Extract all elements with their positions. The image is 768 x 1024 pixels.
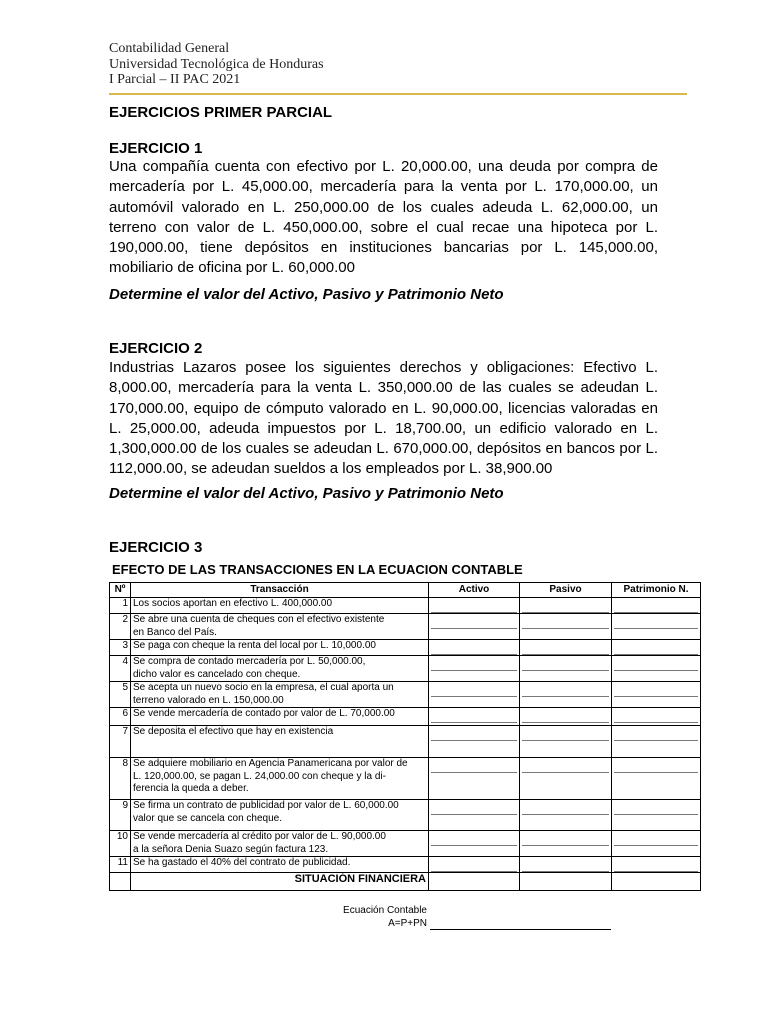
row-transaction xyxy=(131,682,429,708)
answer-line xyxy=(522,598,609,613)
table-row xyxy=(110,598,701,614)
cell-pasivo[interactable] xyxy=(520,614,612,640)
row-number: 11 xyxy=(110,857,131,873)
situacion-financiera-label: SITUACIÓN FINANCIERA xyxy=(131,873,429,891)
cell-patrimonio[interactable] xyxy=(612,640,701,656)
header-text xyxy=(109,41,324,88)
answer-line xyxy=(431,614,517,629)
table-title: EFECTO DE LAS TRANSACCIONES EN LA ECUACION CONTABLE xyxy=(112,562,523,577)
cell-activo[interactable] xyxy=(429,614,520,640)
table-row xyxy=(110,758,701,800)
equation-formula: A=P+PN xyxy=(388,917,427,929)
equation-answer-line[interactable] xyxy=(430,929,611,930)
cell-patrimonio[interactable] xyxy=(612,614,701,640)
table-row xyxy=(110,656,701,682)
table-row xyxy=(110,857,701,873)
transaction-line: Se vende mercadería al crédito por valor de L. 90,000.00 xyxy=(133,831,386,842)
answer-line xyxy=(522,614,609,629)
exercise1-question: Determine el valor del Activo, Pasivo y Patrimonio Neto xyxy=(109,286,504,303)
transaction-line: en Banco del País. xyxy=(133,626,217,638)
row-number: 4 xyxy=(110,656,131,682)
row-number: 1 xyxy=(110,598,131,614)
cell-patrimonio[interactable] xyxy=(612,726,701,758)
col-header-transaction: Transacción xyxy=(131,583,429,598)
cell-pasivo[interactable] xyxy=(520,800,612,831)
answer-line xyxy=(614,726,698,741)
answer-line xyxy=(431,857,517,872)
transaction-line: Se firma un contrato de publicidad por valor de L. 60,000.00 xyxy=(133,800,399,811)
answer-line xyxy=(522,708,609,723)
transaction-line: Se deposita el efectivo que hay en existencia xyxy=(133,726,334,737)
answer-line xyxy=(522,726,609,741)
transaction-line: a la señora Denia Suazo según factura 123. xyxy=(133,843,329,855)
table-row xyxy=(110,614,701,640)
course-name: Contabilidad General xyxy=(109,41,230,56)
exercise1-heading: EJERCICIO 1 xyxy=(109,140,203,157)
cell-pasivo[interactable] xyxy=(520,831,612,857)
answer-line xyxy=(614,831,698,846)
exercise1-text: Una compañía cuenta con efectivo por L. 20,000.00, una deuda por compra de mercadería por L. 45,000.00, mercadería para la venta por L. 170,000.00, un automóvil valorado en L. 250,000.00 de los cuales adeuda L. 62,000.00, un terreno con valor de L. 450,000.00, sobre el cual recae una hipoteca por L. 190,000.00, tiene depósitos en instituciones bancarias por L. 145,000.00, mobiliario de oficina por L. 60,000.00 xyxy=(109,158,658,277)
cell-activo[interactable] xyxy=(429,758,520,800)
transaction-line: Se acepta un nuevo socio en la empresa, el cual aporta un xyxy=(133,682,394,693)
row-transaction xyxy=(131,831,429,857)
cell-pasivo[interactable] xyxy=(520,726,612,758)
university-name: Universidad Tecnológica de Honduras xyxy=(109,56,324,72)
answer-line xyxy=(614,708,698,723)
table-row xyxy=(110,640,701,656)
cell-activo[interactable] xyxy=(429,708,520,726)
situacion-empty-cell xyxy=(110,873,131,891)
row-transaction xyxy=(131,857,429,873)
cell-pasivo[interactable] xyxy=(520,682,612,708)
total-activo[interactable] xyxy=(429,873,520,891)
answer-line xyxy=(522,640,609,655)
cell-pasivo[interactable] xyxy=(520,656,612,682)
transaction-line: terreno valorado en L. 150,000.00 xyxy=(133,694,284,706)
row-transaction xyxy=(131,614,429,640)
cell-activo[interactable] xyxy=(429,857,520,873)
row-number: 2 xyxy=(110,614,131,640)
table-row xyxy=(110,708,701,726)
row-transaction xyxy=(131,800,429,831)
transaction-line: Se compra de contado mercadería por L. 50,000.00, xyxy=(133,656,366,667)
answer-line xyxy=(614,800,698,815)
cell-patrimonio[interactable] xyxy=(612,708,701,726)
cell-patrimonio[interactable] xyxy=(612,682,701,708)
cell-patrimonio[interactable] xyxy=(612,831,701,857)
cell-activo[interactable] xyxy=(429,640,520,656)
table-row xyxy=(110,831,701,857)
transaction-line: Se vende mercadería de contado por valor de L. 70,000.00 xyxy=(133,708,395,719)
cell-patrimonio[interactable] xyxy=(612,598,701,614)
transaction-line: Los socios aportan en efectivo L. 400,000.00 xyxy=(133,598,333,609)
total-patrimonio[interactable] xyxy=(612,873,701,891)
row-number: 10 xyxy=(110,831,131,857)
answer-line xyxy=(614,682,698,697)
table-row xyxy=(110,682,701,708)
transaction-line: Se adquiere mobiliario en Agencia Panamericana por valor de xyxy=(133,758,408,769)
row-number: 3 xyxy=(110,640,131,656)
cell-pasivo[interactable] xyxy=(520,598,612,614)
exercise2-text: Industrias Lazaros posee los siguientes derechos y obligaciones: Efectivo L. 8,000.00, mercadería para la venta L. 350,000.00 de las cuales se adeudan L. 170,000.00, equipo de cómputo valorado en L. 90,000.00, licencias valoradas en L. 25,000.00, adeuda impuestos por L. 18,700.00, un edificio valorado en L. 1,300,000.00 de los cuales se adeudan L. 670,000.00, depósitos en bancos por L. 112,000.00, se adeudan sueldos a los empleados por L. 38,900.00 xyxy=(109,359,658,478)
answer-line xyxy=(431,598,517,613)
cell-activo[interactable] xyxy=(429,800,520,831)
transaction-line: valor que se cancela con cheque. xyxy=(133,812,282,824)
answer-line xyxy=(614,857,698,872)
answer-line xyxy=(614,656,698,671)
cell-patrimonio[interactable] xyxy=(612,857,701,873)
transaction-line: L. 120,000.00, se pagan L. 24,000.00 con cheque y la di- xyxy=(133,770,386,782)
answer-line xyxy=(431,682,517,697)
cell-activo[interactable] xyxy=(429,656,520,682)
row-transaction xyxy=(131,726,429,758)
cell-patrimonio[interactable] xyxy=(612,800,701,831)
total-pasivo[interactable] xyxy=(520,873,612,891)
col-header-patrimonio: Patrimonio N. xyxy=(612,583,701,598)
table-header-row xyxy=(110,583,701,598)
answer-line xyxy=(431,800,517,815)
header-divider xyxy=(109,93,687,95)
row-transaction xyxy=(131,640,429,656)
cell-activo[interactable] xyxy=(429,598,520,614)
cell-patrimonio[interactable] xyxy=(612,656,701,682)
transaction-line: Se abre una cuenta de cheques con el efectivo existente xyxy=(133,614,385,625)
col-header-activo: Activo xyxy=(429,583,520,598)
table-row xyxy=(110,726,701,758)
exercise2-question: Determine el valor del Activo, Pasivo y Patrimonio Neto xyxy=(109,485,504,502)
situacion-row xyxy=(110,873,701,891)
answer-line xyxy=(431,656,517,671)
row-number: 6 xyxy=(110,708,131,726)
page-title: EJERCICIOS PRIMER PARCIAL xyxy=(109,104,333,121)
cell-pasivo[interactable] xyxy=(520,758,612,800)
cell-pasivo[interactable] xyxy=(520,640,612,656)
cell-pasivo[interactable] xyxy=(520,708,612,726)
answer-line xyxy=(522,758,609,773)
answer-line xyxy=(522,682,609,697)
cell-activo[interactable] xyxy=(429,682,520,708)
cell-patrimonio[interactable] xyxy=(612,758,701,800)
answer-line xyxy=(614,640,698,655)
answer-line xyxy=(431,831,517,846)
answer-line xyxy=(431,726,517,741)
answer-line xyxy=(431,708,517,723)
row-number: 9 xyxy=(110,800,131,831)
equation-label: Ecuación Contable xyxy=(343,905,427,916)
transaction-line: dicho valor es cancelado con cheque. xyxy=(133,668,301,680)
transaction-line: ferencia la queda a deber. xyxy=(133,783,249,794)
transaction-line: Se ha gastado el 40% del contrato de publicidad. xyxy=(133,857,351,868)
exercise2-heading: EJERCICIO 2 xyxy=(109,340,203,357)
col-header-num: Nº xyxy=(110,583,131,598)
answer-line xyxy=(614,614,698,629)
answer-line xyxy=(522,656,609,671)
row-transaction xyxy=(131,656,429,682)
answer-line xyxy=(522,831,609,846)
exam-period: I Parcial – II PAC 2021 xyxy=(109,72,241,87)
cell-activo[interactable] xyxy=(429,726,520,758)
exercise3-heading: EJERCICIO 3 xyxy=(109,539,203,556)
answer-line xyxy=(522,857,609,872)
cell-pasivo[interactable] xyxy=(520,857,612,873)
answer-line xyxy=(522,800,609,815)
row-number: 7 xyxy=(110,726,131,758)
row-transaction xyxy=(131,758,429,800)
col-header-pasivo: Pasivo xyxy=(520,583,612,598)
row-number: 8 xyxy=(110,758,131,800)
accounting-equation xyxy=(300,905,427,930)
transaction-line: Se paga con cheque la renta del local por L. 10,000.00 xyxy=(133,640,376,651)
answer-line xyxy=(431,758,517,773)
transactions-table xyxy=(109,582,701,891)
answer-line xyxy=(614,758,698,773)
table-row xyxy=(110,800,701,831)
answer-line xyxy=(614,598,698,613)
row-number: 5 xyxy=(110,682,131,708)
answer-line xyxy=(431,640,517,655)
table-body xyxy=(110,598,701,891)
row-transaction xyxy=(131,598,429,614)
cell-activo[interactable] xyxy=(429,831,520,857)
row-transaction xyxy=(131,708,429,726)
